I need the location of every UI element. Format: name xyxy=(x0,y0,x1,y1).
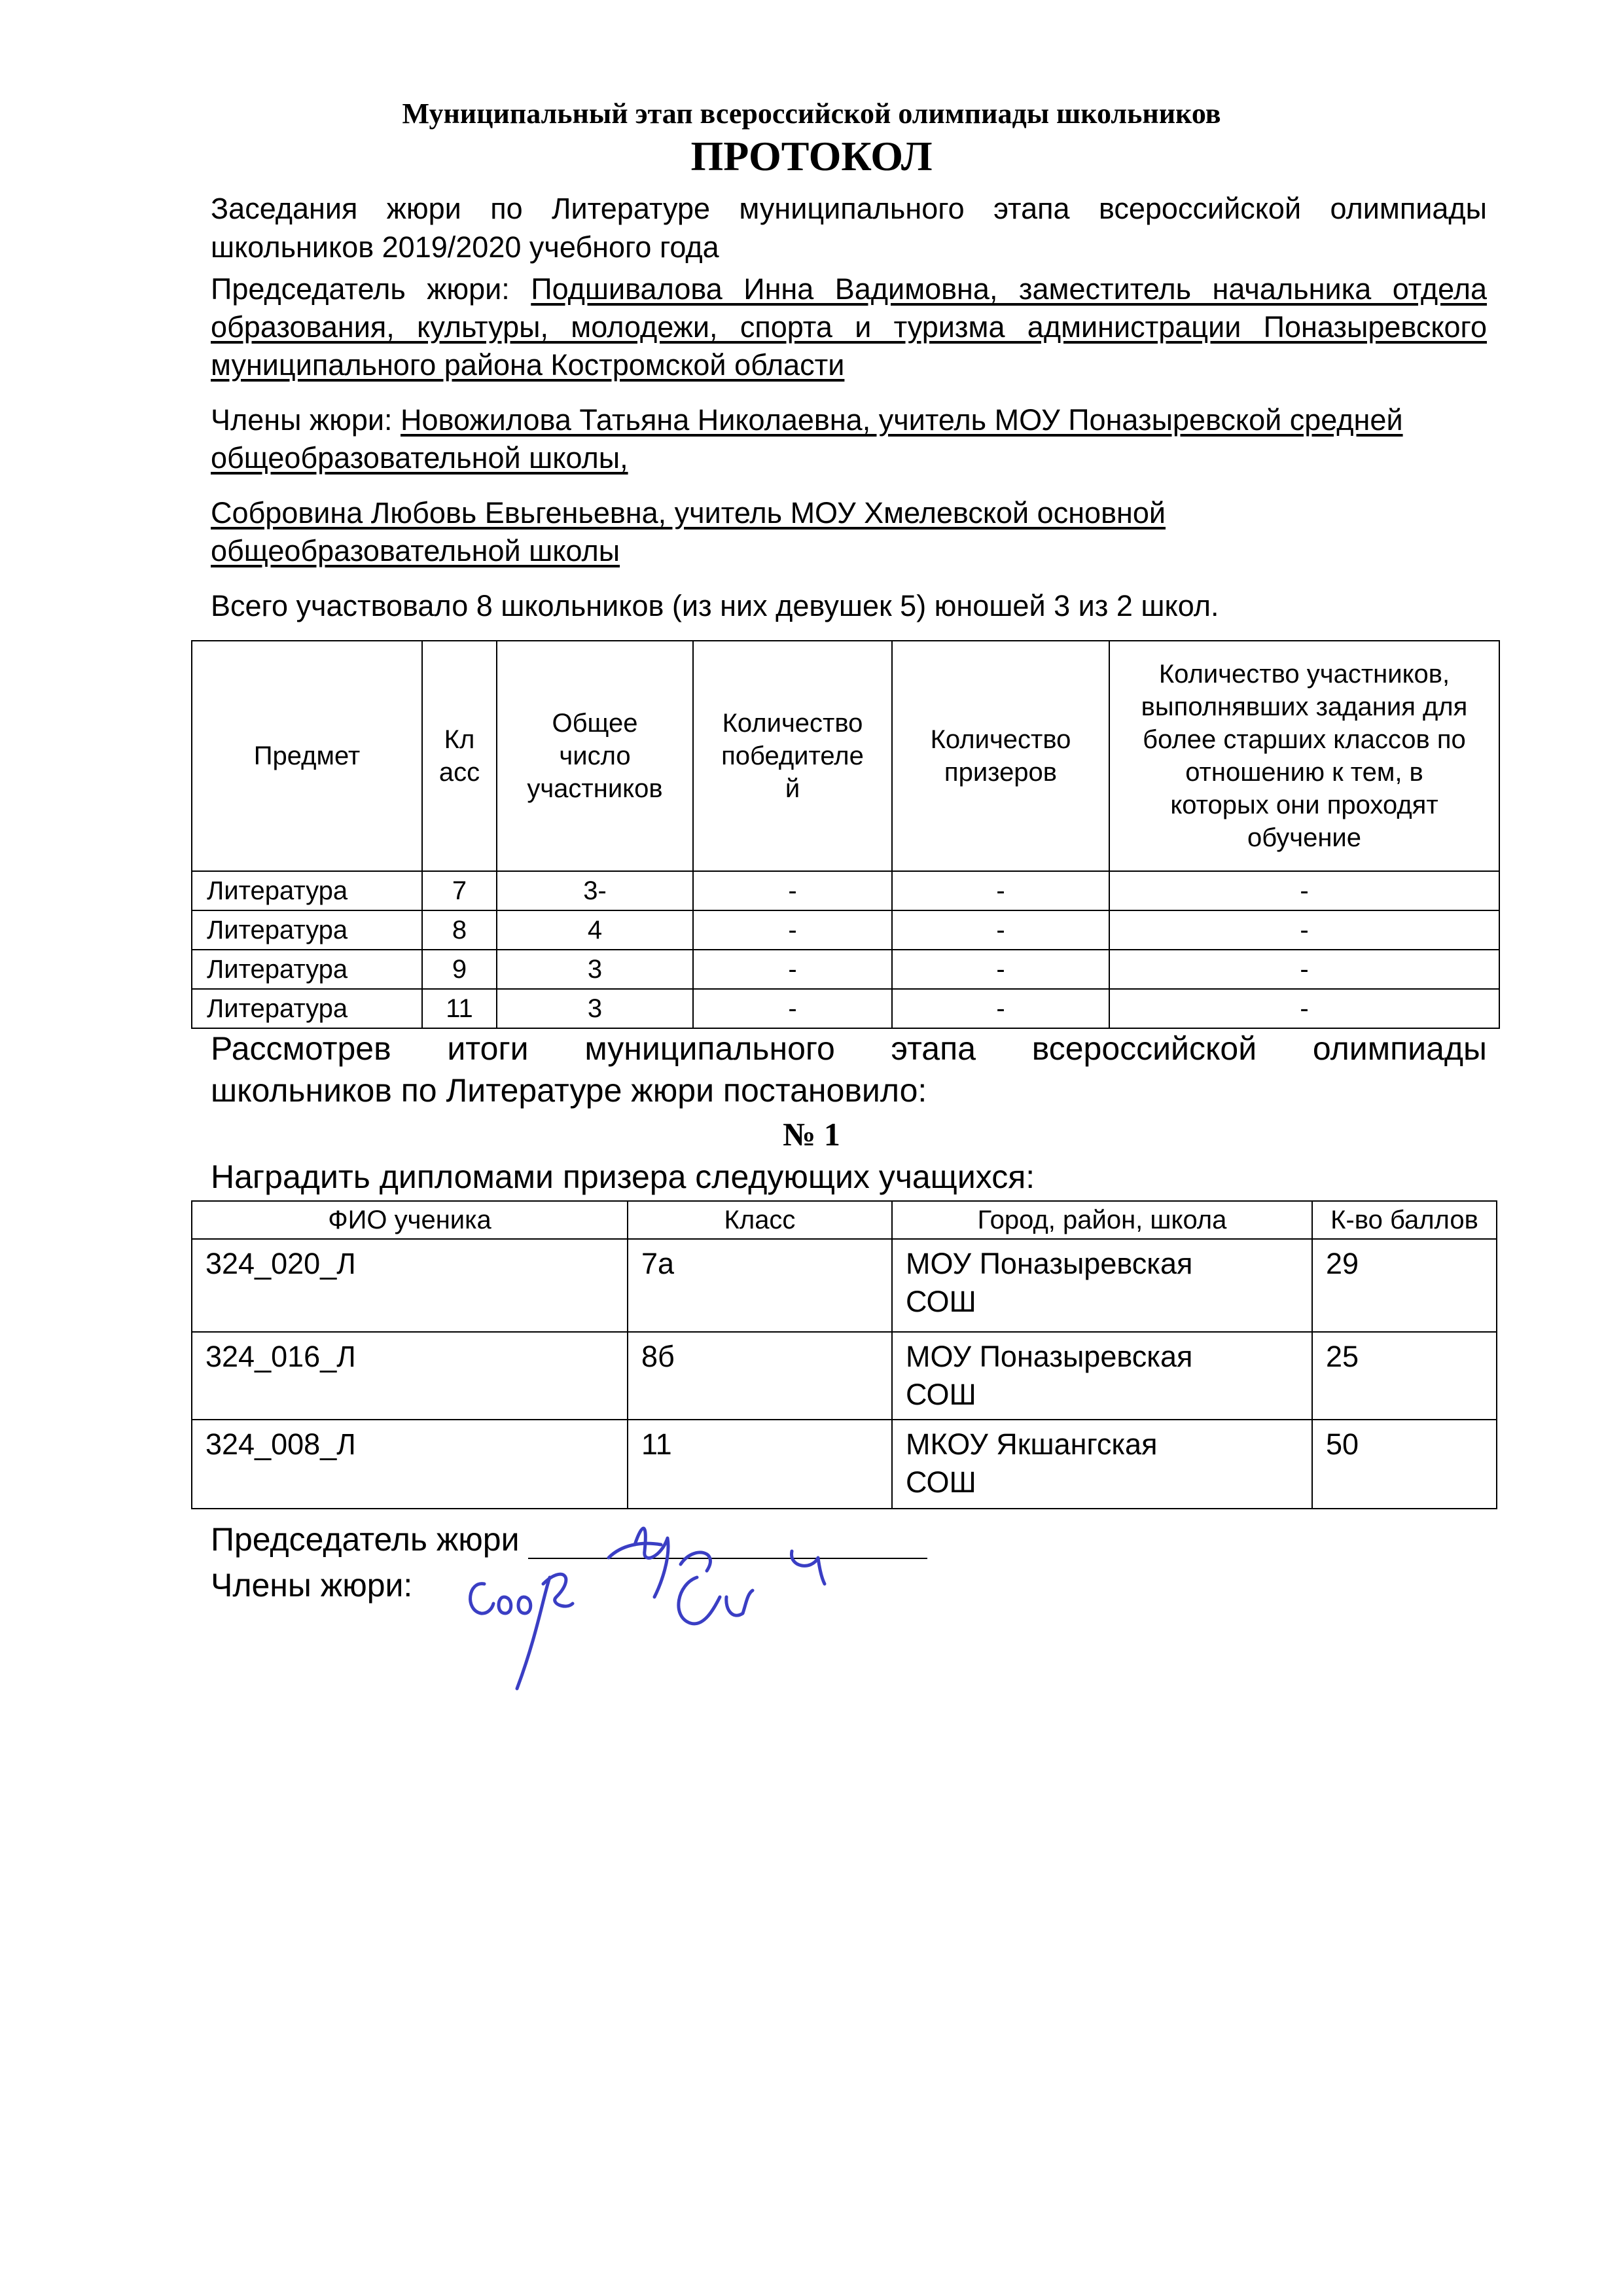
winners-header-name: ФИО ученика xyxy=(192,1201,628,1239)
winners-header-class: Класс xyxy=(628,1201,892,1239)
stats-cell-class: 9 xyxy=(422,950,497,989)
signature-stroke xyxy=(517,1577,550,1689)
stats-cell-winners: - xyxy=(693,871,892,910)
chair-signature-label: Председатель жюри xyxy=(211,1521,520,1558)
handwritten-signatures xyxy=(445,1505,851,1702)
stats-row xyxy=(192,989,1499,1028)
stats-cell-subject: Литература xyxy=(192,950,422,989)
signature-stroke xyxy=(679,1577,720,1624)
members-label: Члены жюри: xyxy=(211,403,393,437)
signature-stroke xyxy=(792,1551,825,1584)
chair-line-3: муниципального района Костромской области xyxy=(211,348,845,382)
stats-cell-total: 3- xyxy=(497,871,693,910)
winners-row xyxy=(192,1420,1497,1509)
stats-row xyxy=(192,871,1499,910)
stats-cell-subject: Литература xyxy=(192,989,422,1028)
stats-header-winners: Количество победителе й xyxy=(693,641,892,871)
winners-cell-class: 11 xyxy=(628,1420,892,1509)
winners-cell-name: 324_008_Л xyxy=(192,1420,628,1509)
winners-row xyxy=(192,1332,1497,1420)
stats-header-subject: Предмет xyxy=(192,641,422,871)
stats-cell-older: - xyxy=(1109,910,1499,950)
stats-cell-subject: Литература xyxy=(192,871,422,910)
stats-header-older: Количество участников, выполнявших задания для более старших классов по отношению к тем, в которых они проходят обучение xyxy=(1109,641,1499,871)
winners-cell-score: 29 xyxy=(1312,1239,1497,1332)
protocol-title: ПРОТОКОЛ xyxy=(690,133,933,179)
chair-label: Председатель жюри: xyxy=(211,272,510,306)
stats-header-class: Кл асс xyxy=(422,641,497,871)
winners-row xyxy=(192,1239,1497,1332)
stats-cell-prizes: - xyxy=(892,910,1109,950)
stats-cell-class: 11 xyxy=(422,989,497,1028)
intro-line-2: школьников 2019/2020 учебного года xyxy=(211,230,719,264)
member-1-name: Новожилова Татьяна Николаевна, учитель МОУ Поназыревской средней xyxy=(401,403,1403,437)
stats-cell-total: 3 xyxy=(497,950,693,989)
winners-cell-score: 50 xyxy=(1312,1420,1497,1509)
member-1-line-2: общеобразовательной школы, xyxy=(211,441,628,475)
winners-cell-name: 324_016_Л xyxy=(192,1332,628,1420)
olympiad-subtitle: Муниципальный этап всероссийской олимпиады школьников xyxy=(402,98,1221,130)
decision-line-2: школьников по Литературе жюри постановило: xyxy=(211,1072,927,1109)
winners-header-row xyxy=(192,1201,1497,1239)
signature-stroke xyxy=(635,1528,668,1597)
stats-row xyxy=(192,910,1499,950)
signature-stroke xyxy=(471,1584,493,1613)
winners-cell-class: 7а xyxy=(628,1239,892,1332)
winners-cell-school: МОУ Поназыревская СОШ xyxy=(892,1239,1312,1332)
signature-stroke xyxy=(726,1590,753,1615)
intro-line-1: Заседания жюри по Литературе муниципального этапа всероссийской олимпиады xyxy=(211,192,1487,225)
stats-cell-class: 7 xyxy=(422,871,497,910)
stats-cell-winners: - xyxy=(693,950,892,989)
winners-cell-name: 324_020_Л xyxy=(192,1239,628,1332)
stats-cell-total: 3 xyxy=(497,989,693,1028)
stats-cell-prizes: - xyxy=(892,871,1109,910)
chair-name: Подшивалова Инна Вадимовна, заместитель начальника отдела xyxy=(531,272,1487,306)
stats-header-row xyxy=(192,641,1499,871)
winners-header-school: Город, район, школа xyxy=(892,1201,1312,1239)
member-2-line-1: Собровина Любовь Евьгеньевна, учитель МОУ Хмелевской основной xyxy=(211,496,1166,529)
signature-stroke xyxy=(518,1597,531,1613)
stats-cell-prizes: - xyxy=(892,989,1109,1028)
winners-cell-class: 8б xyxy=(628,1332,892,1420)
stats-cell-winners: - xyxy=(693,989,892,1028)
stats-cell-older: - xyxy=(1109,871,1499,910)
stats-cell-prizes: - xyxy=(892,950,1109,989)
award-line: Наградить дипломами призера следующих учащихся: xyxy=(211,1158,1035,1195)
decision-line-1: Рассмотрев итоги муниципального этапа всероссийской олимпиады xyxy=(211,1030,1487,1067)
winners-cell-school: МКОУ Якшангская СОШ xyxy=(892,1420,1312,1509)
member-2-line-2: общеобразовательной школы xyxy=(211,534,620,567)
signature-stroke xyxy=(499,1597,511,1613)
signature-stroke xyxy=(681,1552,710,1571)
participants-summary: Всего участвовало 8 школьников (из них девушек 5) юношей 3 из 2 школ. xyxy=(211,589,1219,622)
stats-cell-class: 8 xyxy=(422,910,497,950)
stats-cell-older: - xyxy=(1109,950,1499,989)
winners-cell-school: МОУ Поназыревская СОШ xyxy=(892,1332,1312,1420)
members-signature-label: Члены жюри: xyxy=(211,1567,413,1604)
stats-cell-winners: - xyxy=(693,910,892,950)
chair-line-2: образования, культуры, молодежи, спорта и туризма администрации Поназыревского xyxy=(211,310,1487,344)
winners-header-score: К-во баллов xyxy=(1312,1201,1497,1239)
members-line-1 xyxy=(211,402,1487,439)
winners-cell-score: 25 xyxy=(1312,1332,1497,1420)
stats-header-total: Общее число участников xyxy=(497,641,693,871)
stats-cell-older: - xyxy=(1109,989,1499,1028)
stats-cell-subject: Литература xyxy=(192,910,422,950)
decision-number: № 1 xyxy=(783,1116,840,1153)
stats-cell-total: 4 xyxy=(497,910,693,950)
stats-table xyxy=(191,640,1500,1029)
stats-row xyxy=(192,950,1499,989)
stats-header-prizes: Количество призеров xyxy=(892,641,1109,871)
winners-table xyxy=(191,1200,1497,1509)
chair-line-1 xyxy=(211,271,1487,308)
